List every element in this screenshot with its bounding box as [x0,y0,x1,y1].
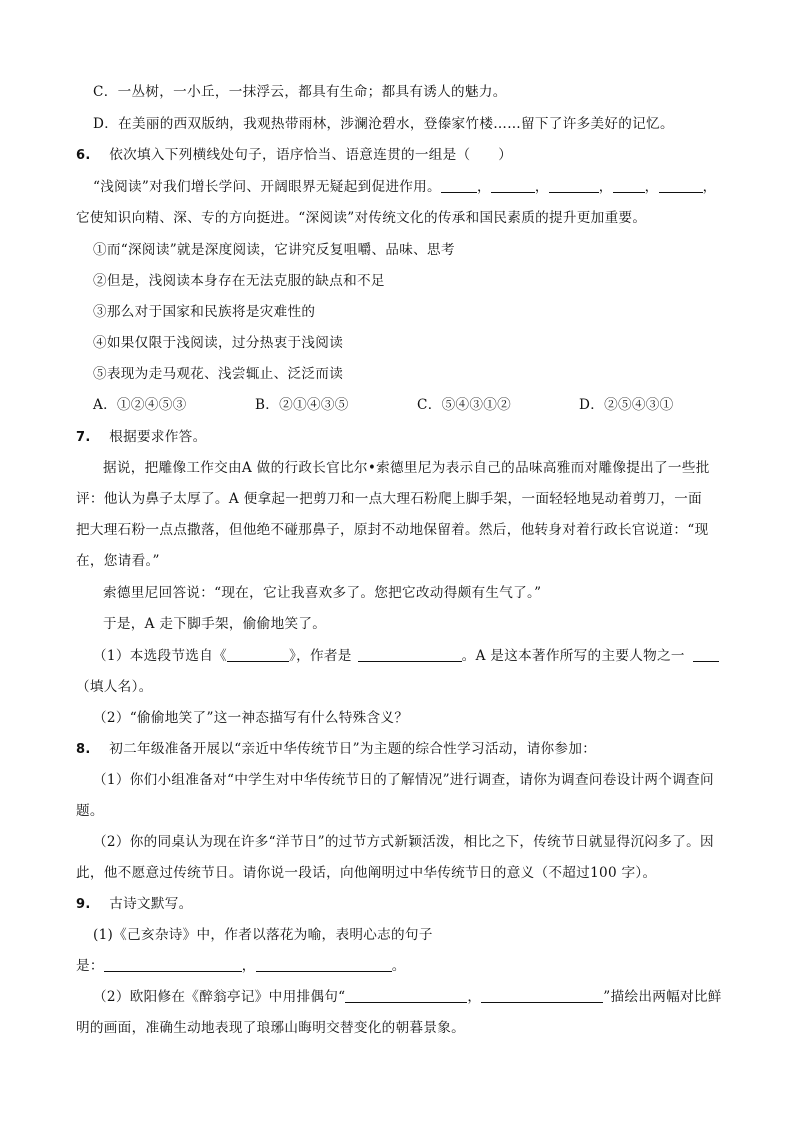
question-6-number: 6. [76,148,91,163]
question-8-text: 初二年级准备开展以“亲近中华传统节日”为主题的综合性学习活动，请你参加： [109,741,597,757]
q6-item-4: ④如果仅限于浅阅读，过分热衷于浅阅读 [93,335,344,351]
essay-line-blank-2[interactable] [481,988,603,1003]
q7-passage-line-2: 评：他认为鼻子太厚了。A 便拿起一把剪刀和一点大理石粉爬上脚手架，一面轻轻地晃动着剪刀，一面 [76,491,703,507]
q7-passage-line-3: 把大理石粉一点点撒落，但他绝不碰那鼻子，原封不动地保留着。然后，他转身对着行政长官说道：“现 [76,522,709,538]
q7-passage-line-4: 在，您请看。” [76,553,160,569]
q6-item-3: ③那么对于国家和民族将是灾难性的 [93,304,316,320]
q6-option-c[interactable]: C．⑤④③①② [417,397,512,413]
q7-passage-line-5: 索德里尼回答说：“现在，它让我喜欢多了。您把它改动得颇有生气了。” [103,585,542,601]
question-8-number: 8. [76,742,91,757]
question-7-text: 根据要求作答。 [109,429,207,445]
q9-sub-1-line-2: 是： ， 。 [76,958,406,974]
q6-paragraph-line-2: 它使知识向精、深、专的方向挺进。“深阅读”对传统文化的传承和国民素质的提升更加重要。 [76,210,647,226]
q9-sub-1-line-1: (1)《己亥杂诗》中，作者以落花为喻，表明心志的句子 [93,927,433,943]
question-9-number: 9. [76,897,91,912]
question-9-stem [76,895,193,914]
q7-sub-1-end: （填人名）。 [76,679,153,695]
question-6-text: 依次填入下列横线处句子，语序恰当、语意连贯的一组是（ ） [109,147,513,163]
question-9-text: 古诗文默写。 [109,896,193,912]
question-7-stem [76,428,206,447]
q8-sub-2-line-1: （2）你的同桌认为现在许多“洋节日”的过节方式新颖活泼，相比之下，传统节日就显得沉闷多了。因 [93,834,714,850]
author-blank[interactable] [358,647,462,662]
option-d-prev: D．在美丽的西双版纳，我观热带雨林，涉澜沧碧水，登傣家竹楼……留下了许多美好的记忆。 [93,116,674,132]
q7-passage-line-6: 于是，A 走下脚手架，偷偷地笑了。 [103,616,327,632]
q9-sub-2-line-1: （2）欧阳修在《醉翁亭记》中用排偶句“ ， ”描绘出两幅对比鲜 [93,989,722,1005]
q6-option-b[interactable]: B．②①④③⑤ [255,397,349,413]
person-name-blank[interactable] [693,647,719,662]
answer-blank[interactable] [549,178,599,193]
q6-option-d[interactable]: D．②⑤④③① [579,397,674,413]
q6-option-a[interactable]: A．①②④⑤③ [93,397,187,413]
q8-sub-1-line-1: （1）你们小组准备对“中学生对中华传统节日的了解情况”进行调查，请你为调查问卷设计两个调查问 [93,772,714,788]
q8-sub-1-line-2: 题。 [76,803,104,819]
q6-paragraph-line-1: “浅阅读”对我们增长学问、开阔眼界无疑起到促进作用。 ， ， ， ， ， [93,179,717,195]
q8-sub-2-line-2: 此，他不愿意过传统节日。请你说一段话，向他阐明过中华传统节日的意义（不超过100 字）。 [76,865,657,881]
poem-line-blank-2[interactable] [256,957,392,972]
book-title-blank[interactable] [227,647,289,662]
q7-sub-2: （2）“偷偷地笑了”这一神态描写有什么特殊含义？ [93,710,409,726]
question-7-number: 7. [76,430,91,445]
answer-blank[interactable] [491,178,535,193]
question-6-stem [76,146,512,165]
q6-item-5: ⑤表现为走马观花、浅尝辄止、泛泛而读 [93,366,344,382]
q9-sub-2-line-2: 明的画面，准确生动地表现了琅琊山晦明交替变化的朝暮景象。 [76,1020,466,1036]
answer-blank[interactable] [613,178,645,193]
question-8-stem [76,740,596,759]
essay-line-blank-1[interactable] [345,988,467,1003]
option-c-prev: C．一丛树，一小丘，一抹浮云，都具有生命；都具有诱人的魅力。 [93,84,507,100]
q6-paragraph-text: “浅阅读”对我们增长学问、开阔眼界无疑起到促进作用。 [93,179,441,195]
q6-item-1: ①而“深阅读”就是深度阅读，它讲究反复咀嚼、品味、思考 [93,242,455,258]
q7-sub-1: （1）本选段节选自《 》，作者是 。A 是这本著作所写的主要人物之一 [93,647,719,665]
q7-passage-line-1: 据说，把雕像工作交由A 做的行政长官比尔•索德里尼为表示自己的品味高雅而对雕像提出了一些批 [103,460,710,476]
q6-item-2: ②但是，浅阅读本身存在无法克服的缺点和不足 [93,273,385,289]
answer-blank[interactable] [659,178,703,193]
answer-blank[interactable] [441,178,477,193]
poem-line-blank-1[interactable] [104,957,242,972]
